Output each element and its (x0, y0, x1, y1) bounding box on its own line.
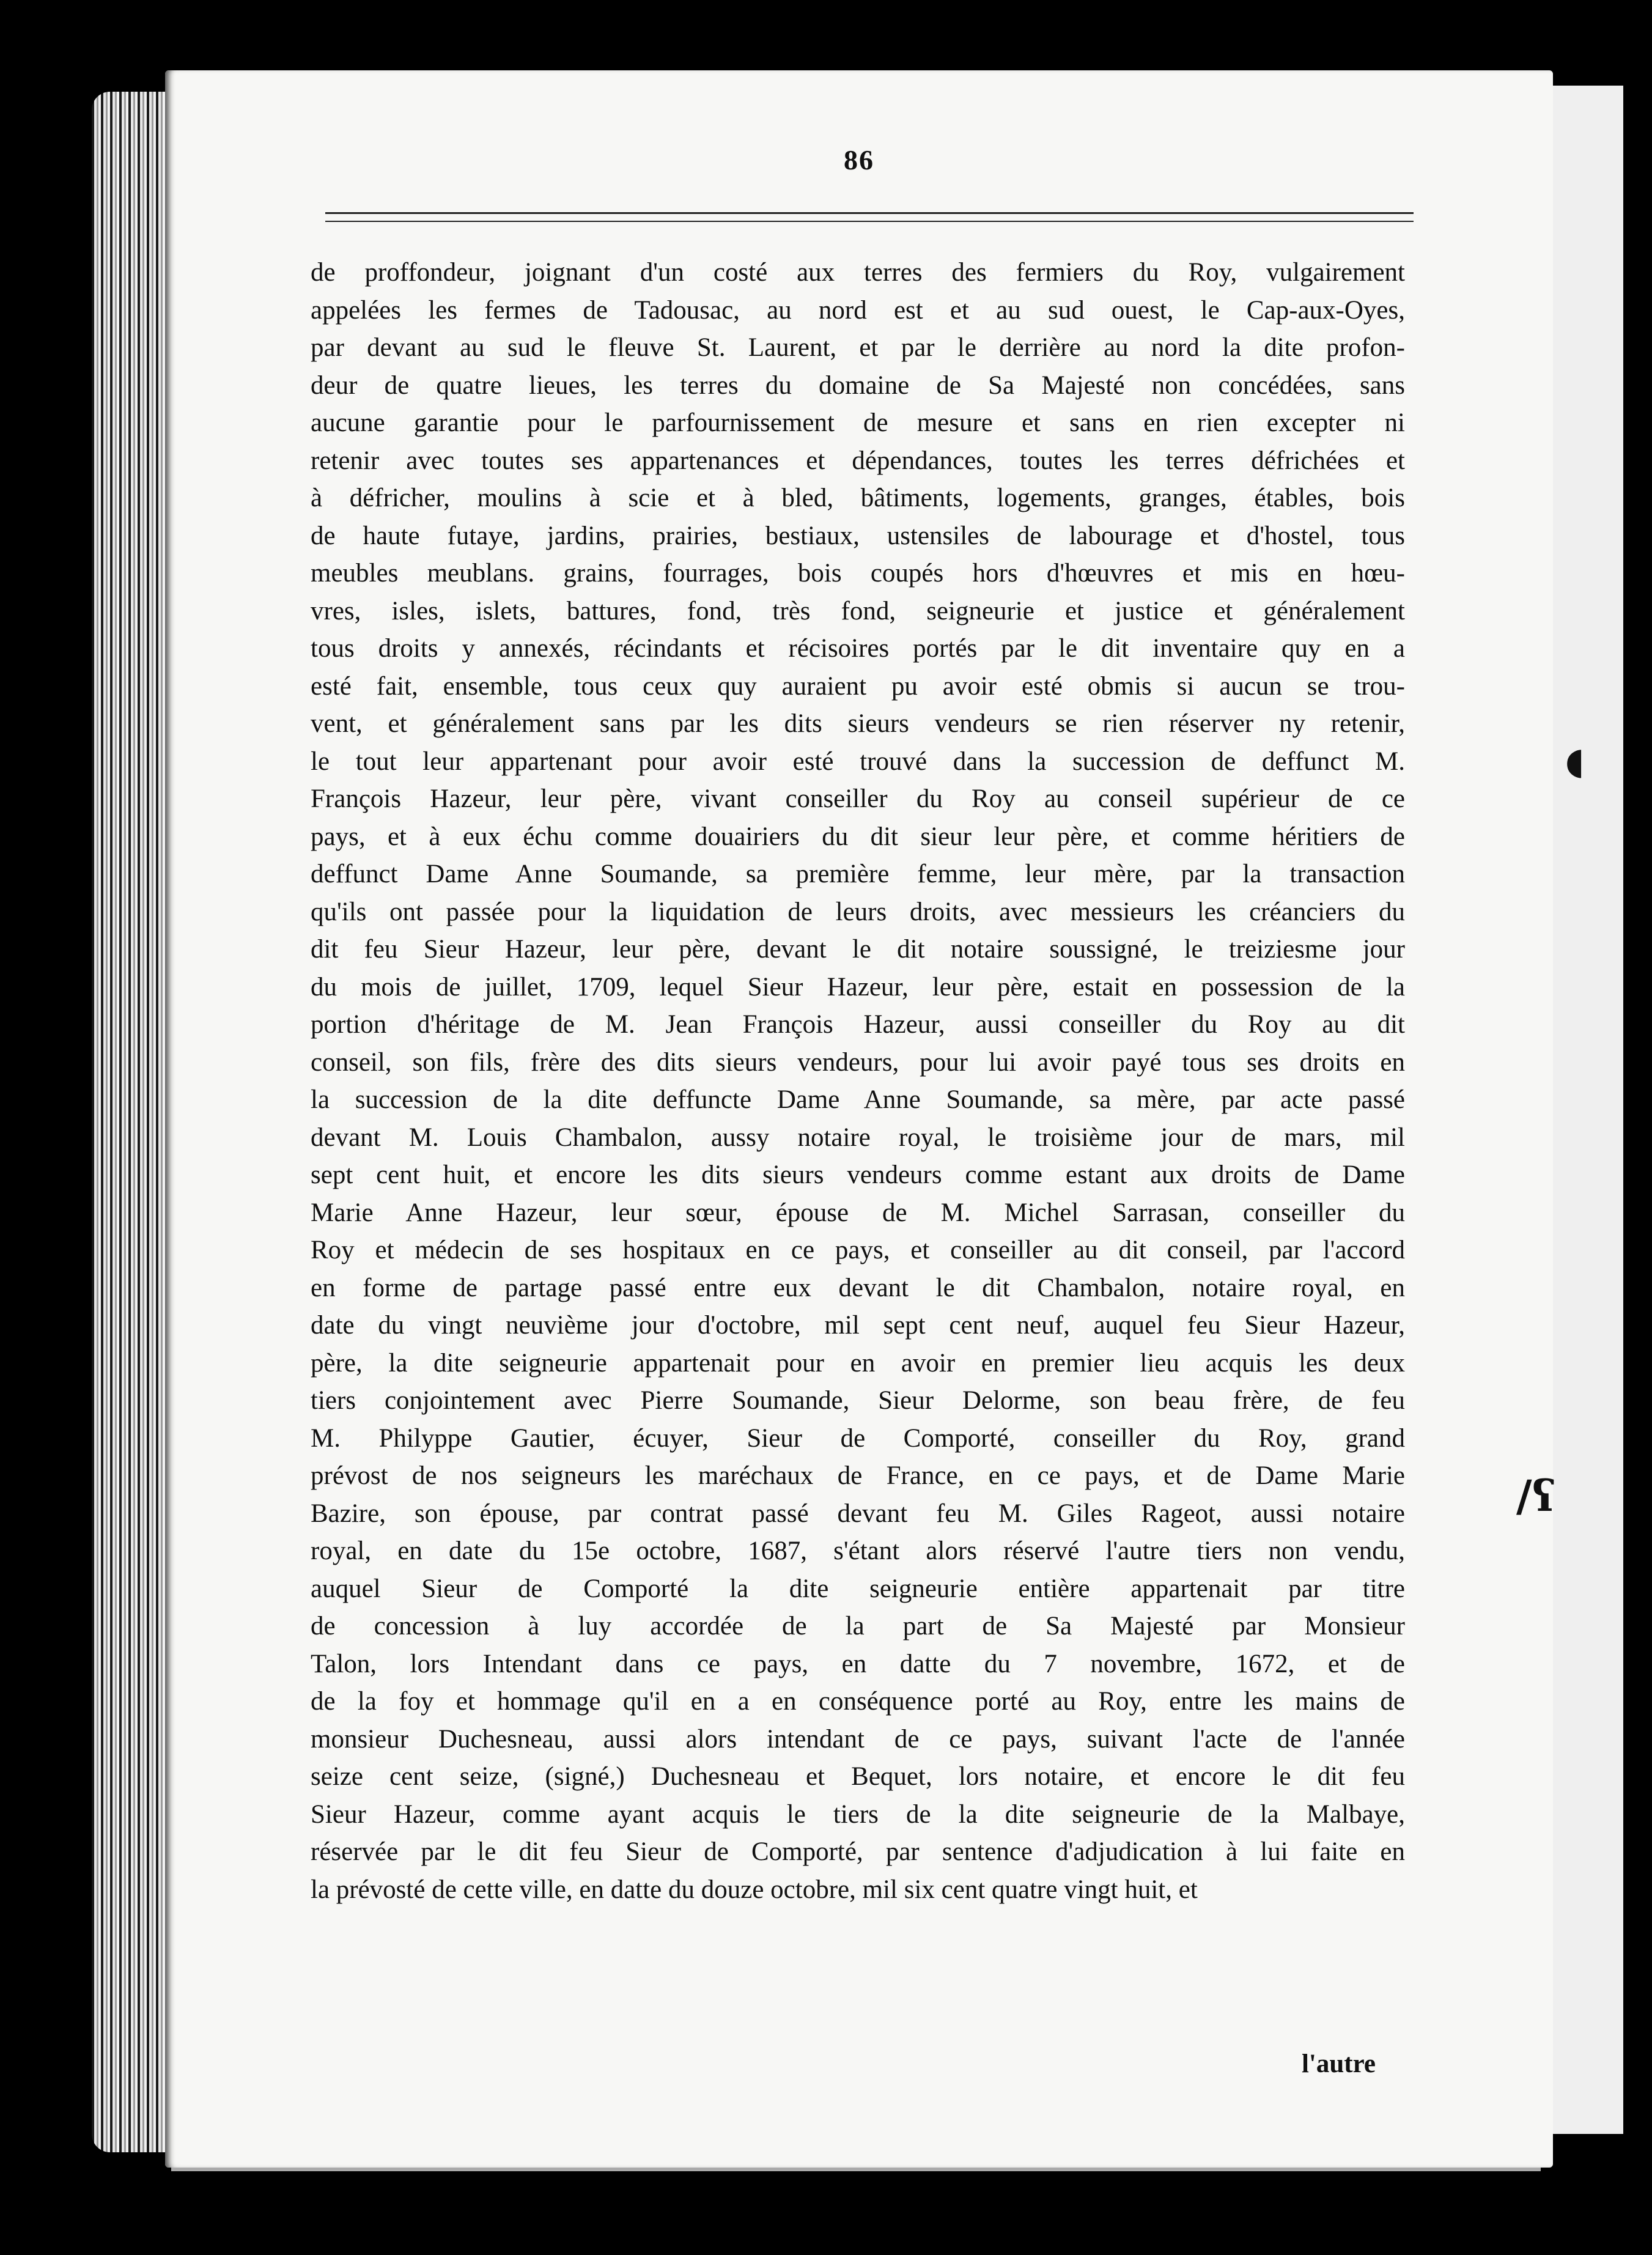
text-line: auquel Sieur de Comporté la dite seigneurie entière appartenait par titre (311, 1574, 1405, 1603)
header-rule-bottom (325, 221, 1414, 222)
text-line: Talon, lors Intendant dans ce pays, en datte du 7 novembre, 1672, et de (311, 1649, 1405, 1678)
text-line: seize cent seize, (signé,) Duchesneau et Bequet, lors notaire, et encore le dit feu (311, 1762, 1405, 1791)
text-line: date du vingt neuvième jour d'octobre, mil sept cent neuf, auquel feu Sieur Hazeur, (311, 1311, 1405, 1340)
margin-ink-mark: ◖ (1565, 740, 1585, 783)
facing-page-edge (1544, 86, 1623, 2134)
text-line: deffunct Dame Anne Soumande, sa première femme, leur mère, par la transaction (311, 860, 1405, 888)
text-line: qu'ils ont passée pour la liquidation de leurs droits, avec messieurs les créanciers du (311, 897, 1405, 926)
text-line: à défricher, moulins à scie et à bled, bâtiments, logements, granges, étables, bois (311, 484, 1405, 512)
text-line: Sieur Hazeur, comme ayant acquis le tiers de la dite seigneurie de la Malbaye, (311, 1799, 1405, 1829)
text-line: appelées les fermes de Tadousac, au nord est et au sud ouest, le Cap-aux-Oyes, (311, 295, 1405, 325)
text-line: deur de quatre lieues, les terres du domaine de Sa Majesté non concédées, sans (311, 371, 1405, 400)
text-line: François Hazeur, leur père, vivant conseiller du Roy au conseil supérieur de ce (311, 784, 1405, 813)
text-line: de la foy et hommage qu'il en a en conséquence porté au Roy, entre les mains de (311, 1687, 1405, 1716)
catchword: l'autre (1301, 2050, 1376, 2078)
text-line: père, la dite seigneurie appartenait pour en avoir en premier lieu acquis les deux (311, 1348, 1405, 1378)
text-line: portion d'héritage de M. Jean François Hazeur, aussi conseiller du Roy au dit (311, 1010, 1405, 1039)
text-line: tous droits y annexés, récindants et récisoires portés par le dit inventaire quy en a (311, 634, 1405, 663)
text-line: de proffondeur, joignant d'un costé aux terres des fermiers du Roy, vulgairement (311, 258, 1405, 287)
text-line: réservée par le dit feu Sieur de Comporté, par sentence d'adjudication à lui faite en (311, 1837, 1405, 1866)
text-line: M. Philyppe Gautier, écuyer, Sieur de Comporté, conseiller du Roy, grand (311, 1423, 1405, 1453)
text-line: conseil, son fils, frère des dits sieurs vendeurs, pour lui avoir payé tous ses droits en (311, 1047, 1405, 1077)
page-number: 86 (844, 144, 874, 175)
text-line: aucune garantie pour le parfournissement de mesure et sans en rien excepter ni (311, 408, 1405, 437)
text-line: devant M. Louis Chambalon, aussy notaire royal, le troisième jour de mars, mil (311, 1123, 1405, 1152)
text-line: vent, et généralement sans par les dits sieurs vendeurs se rien réserver ny retenir, (311, 709, 1405, 738)
text-line: sept cent huit, et encore les dits sieurs vendeurs comme estant aux droits de Dame (311, 1161, 1405, 1189)
text-line: monsieur Duchesneau, aussi alors intendant de ce pays, suivant l'acte de l'année (311, 1724, 1405, 1754)
text-line: le tout leur appartenant pour avoir esté trouvé dans la succession de deffunct M. (311, 747, 1405, 776)
text-line: de concession à luy accordée de la part de Sa Majesté par Monsieur (311, 1612, 1405, 1641)
header-rule-top (325, 212, 1414, 214)
text-line: du mois de juillet, 1709, lequel Sieur Hazeur, leur père, estait en possession de la (311, 972, 1405, 1002)
page-bottom-edge (171, 2168, 1541, 2171)
text-line: pays, et à eux échu comme douairiers du dit sieur leur père, et comme héritiers de (311, 822, 1405, 851)
text-line: par devant au sud le fleuve St. Laurent, et par le derrière au nord la dite profon- (311, 333, 1405, 362)
text-line: vres, isles, islets, battures, fond, très fond, seigneurie et justice et généralement (311, 596, 1405, 626)
text-line: en forme de partage passé entre eux devant le dit Chambalon, notaire royal, en (311, 1273, 1405, 1302)
book-page (165, 70, 1556, 2168)
book-page-edges (92, 92, 171, 2152)
text-line: meubles meublans. grains, fourrages, bois coupés hors d'hœuvres et mis en hœu- (311, 559, 1405, 588)
text-line: la prévosté de cette ville, en datte du douze octobre, mil six cent quatre vingt huit, et (311, 1875, 1198, 1904)
text-line: esté fait, ensemble, tous ceux quy auraient pu avoir esté obmis si aucun se trou- (311, 671, 1405, 701)
text-line: retenir avec toutes ses appartenances et dépendances, toutes les terres défrichées et (311, 446, 1405, 475)
text-line: de haute futaye, jardins, prairies, bestiaux, ustensiles de labourage et d'hostel, tous (311, 521, 1405, 550)
text-line: la succession de la dite deffuncte Dame Anne Soumande, sa mère, par acte passé (311, 1085, 1405, 1114)
body-text (311, 254, 1405, 1908)
margin-ink-mark: /ʕ (1516, 1471, 1556, 1521)
text-line: prévost de nos seigneurs les maréchaux de France, en ce pays, et de Dame Marie (311, 1461, 1405, 1490)
text-line: royal, en date du 15e octobre, 1687, s'étant alors réservé l'autre tiers non vendu, (311, 1537, 1405, 1565)
text-line: Bazire, son épouse, par contrat passé devant feu M. Giles Rageot, aussi notaire (311, 1499, 1405, 1528)
text-line: dit feu Sieur Hazeur, leur père, devant le dit notaire soussigné, le treiziesme jour (311, 935, 1405, 964)
text-line: Marie Anne Hazeur, leur sœur, épouse de M. Michel Sarrasan, conseiller du (311, 1198, 1405, 1227)
text-line: Roy et médecin de ses hospitaux en ce pays, et conseiller au dit conseil, par l'accord (311, 1236, 1405, 1264)
text-line: tiers conjointement avec Pierre Soumande, Sieur Delorme, son beau frère, de feu (311, 1386, 1405, 1415)
